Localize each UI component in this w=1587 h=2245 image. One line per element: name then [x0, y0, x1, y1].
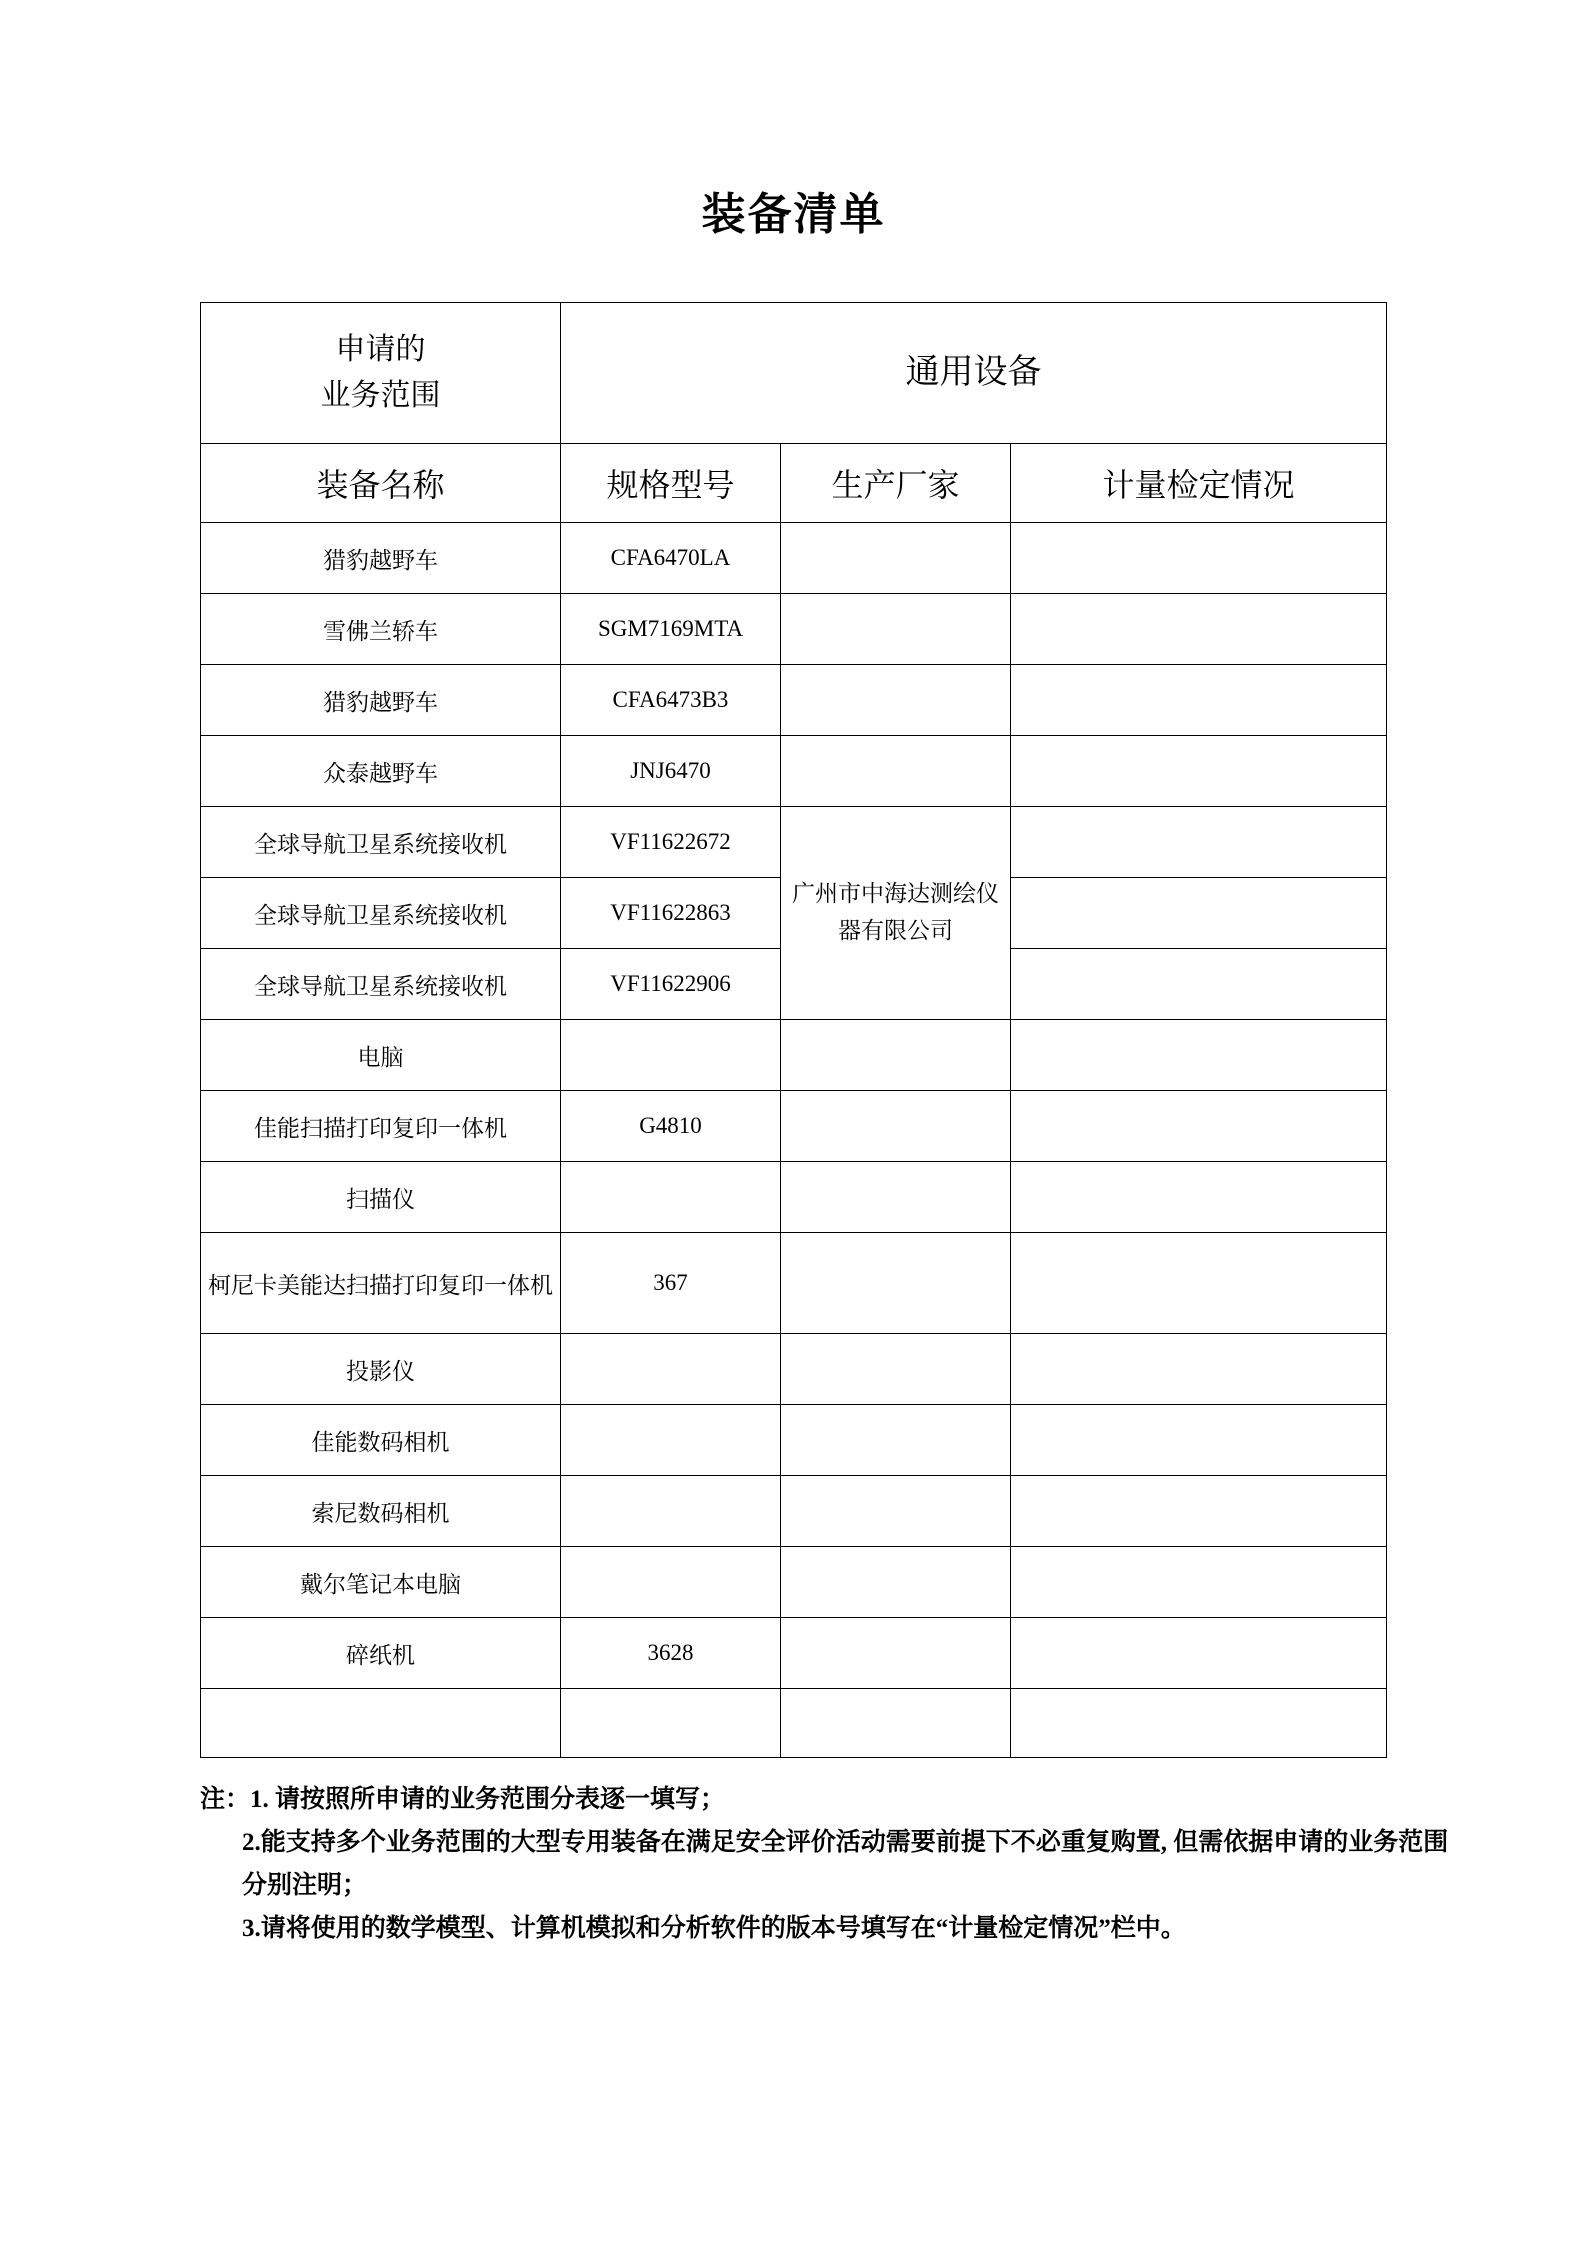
- notes-label: 注：: [200, 1786, 251, 1813]
- cell-manufacturer: [781, 736, 1011, 807]
- header-spec-model: 规格型号: [561, 444, 781, 523]
- cell-metrology: [1011, 1334, 1387, 1405]
- cell-equipment-name: 投影仪: [201, 1334, 561, 1405]
- header-manufacturer: 生产厂家: [781, 444, 1011, 523]
- cell-metrology: [1011, 1233, 1387, 1334]
- cell-manufacturer: [781, 1091, 1011, 1162]
- cell-spec-model: CFA6473B3: [561, 665, 781, 736]
- cell-manufacturer: [781, 665, 1011, 736]
- cell-metrology: [1011, 949, 1387, 1020]
- cell-metrology: [1011, 807, 1387, 878]
- header-row-sub: [201, 444, 1387, 523]
- table-row: [201, 594, 1387, 665]
- cell-equipment-name: 碎纸机: [201, 1618, 561, 1689]
- cell-metrology: [1011, 1091, 1387, 1162]
- cell-metrology: [1011, 1020, 1387, 1091]
- header-general-equipment: 通用设备: [561, 303, 1387, 444]
- table-row: [201, 807, 1387, 878]
- cell-metrology: [1011, 523, 1387, 594]
- cell-equipment-name: 扫描仪: [201, 1162, 561, 1233]
- cell-metrology: [1011, 1618, 1387, 1689]
- cell-spec-model: VF11622863: [561, 878, 781, 949]
- table-row: [201, 1405, 1387, 1476]
- cell-equipment-name: 全球导航卫星系统接收机: [201, 878, 561, 949]
- cell-equipment-name: 佳能数码相机: [201, 1405, 561, 1476]
- cell-manufacturer: [781, 523, 1011, 594]
- note-item-1: [200, 1778, 1450, 1821]
- table-row: [201, 1162, 1387, 1233]
- cell-manufacturer: [781, 594, 1011, 665]
- cell-spec-model: [561, 1405, 781, 1476]
- cell-metrology: [1011, 736, 1387, 807]
- table-body: [201, 523, 1387, 1758]
- note-item-3: 3.请将使用的数学模型、计算机模拟和分析软件的版本号填写在“计量检定情况”栏中。: [242, 1915, 1186, 1942]
- equipment-table: [200, 302, 1387, 1758]
- cell-spec-model: [561, 1547, 781, 1618]
- cell-manufacturer: [781, 1547, 1011, 1618]
- table-row: [201, 665, 1387, 736]
- table-row: [201, 1689, 1387, 1758]
- header-applied-scope: [201, 303, 561, 444]
- cell-manufacturer: [781, 1162, 1011, 1233]
- cell-manufacturer: [781, 1618, 1011, 1689]
- cell-spec-model: VF11622672: [561, 807, 781, 878]
- cell-manufacturer: [781, 1476, 1011, 1547]
- cell-metrology: [1011, 1476, 1387, 1547]
- cell-equipment-name: 柯尼卡美能达扫描打印复印一体机: [201, 1233, 561, 1334]
- header-metrology: 计量检定情况: [1011, 444, 1387, 523]
- cell-equipment-name: 猎豹越野车: [201, 523, 561, 594]
- table-row: [201, 1547, 1387, 1618]
- cell-metrology: [1011, 665, 1387, 736]
- cell-spec-model: SGM7169MTA: [561, 594, 781, 665]
- cell-metrology: [1011, 878, 1387, 949]
- note-text-1: 1. 请按照所申请的业务范围分表逐一填写；: [250, 1786, 726, 1813]
- cell-equipment-name: 全球导航卫星系统接收机: [201, 807, 561, 878]
- cell-equipment-name: [201, 1689, 561, 1758]
- table-row: [201, 1020, 1387, 1091]
- cell-metrology: [1011, 1405, 1387, 1476]
- cell-equipment-name: 戴尔笔记本电脑: [201, 1547, 561, 1618]
- header-row-top: [201, 303, 1387, 444]
- table-row: [201, 736, 1387, 807]
- cell-equipment-name: 全球导航卫星系统接收机: [201, 949, 561, 1020]
- cell-metrology: [1011, 594, 1387, 665]
- cell-equipment-name: 电脑: [201, 1020, 561, 1091]
- cell-manufacturer: [781, 1233, 1011, 1334]
- cell-manufacturer-merged: 广州市中海达测绘仪器有限公司: [781, 807, 1011, 1020]
- table-header: [201, 303, 1387, 523]
- header-applied-scope-line2: 业务范围: [320, 379, 441, 412]
- cell-equipment-name: 众泰越野车: [201, 736, 561, 807]
- cell-metrology: [1011, 1162, 1387, 1233]
- cell-equipment-name: 雪佛兰轿车: [201, 594, 561, 665]
- cell-metrology: [1011, 1547, 1387, 1618]
- table-row: [201, 1476, 1387, 1547]
- cell-spec-model: CFA6470LA: [561, 523, 781, 594]
- cell-equipment-name: 佳能扫描打印复印一体机: [201, 1091, 561, 1162]
- cell-spec-model: 3628: [561, 1618, 781, 1689]
- cell-manufacturer: [781, 1405, 1011, 1476]
- table-row: [201, 1334, 1387, 1405]
- table-row: [201, 1233, 1387, 1334]
- cell-spec-model: [561, 1689, 781, 1758]
- table-row: [201, 523, 1387, 594]
- page-title: 装备清单: [701, 190, 886, 239]
- cell-equipment-name: 索尼数码相机: [201, 1476, 561, 1547]
- cell-manufacturer: [781, 1020, 1011, 1091]
- cell-manufacturer: [781, 1689, 1011, 1758]
- cell-spec-model: [561, 1020, 781, 1091]
- cell-equipment-name: 猎豹越野车: [201, 665, 561, 736]
- cell-spec-model: G4810: [561, 1091, 781, 1162]
- cell-spec-model: [561, 1476, 781, 1547]
- note-item-2: 2.能支持多个业务范围的大型专用装备在满足安全评价活动需要前提下不必重复购置, 但需依据申请的业务范围分别注明；: [242, 1829, 1449, 1899]
- table-row: [201, 1618, 1387, 1689]
- notes-section: [200, 1778, 1450, 1950]
- header-equipment-name: 装备名称: [201, 444, 561, 523]
- table-row: [201, 1091, 1387, 1162]
- cell-spec-model: JNJ6470: [561, 736, 781, 807]
- cell-spec-model: [561, 1162, 781, 1233]
- cell-spec-model: VF11622906: [561, 949, 781, 1020]
- cell-spec-model: 367: [561, 1233, 781, 1334]
- cell-spec-model: [561, 1334, 781, 1405]
- cell-metrology: [1011, 1689, 1387, 1758]
- cell-manufacturer: [781, 1334, 1011, 1405]
- header-applied-scope-line1: 申请的: [335, 332, 426, 366]
